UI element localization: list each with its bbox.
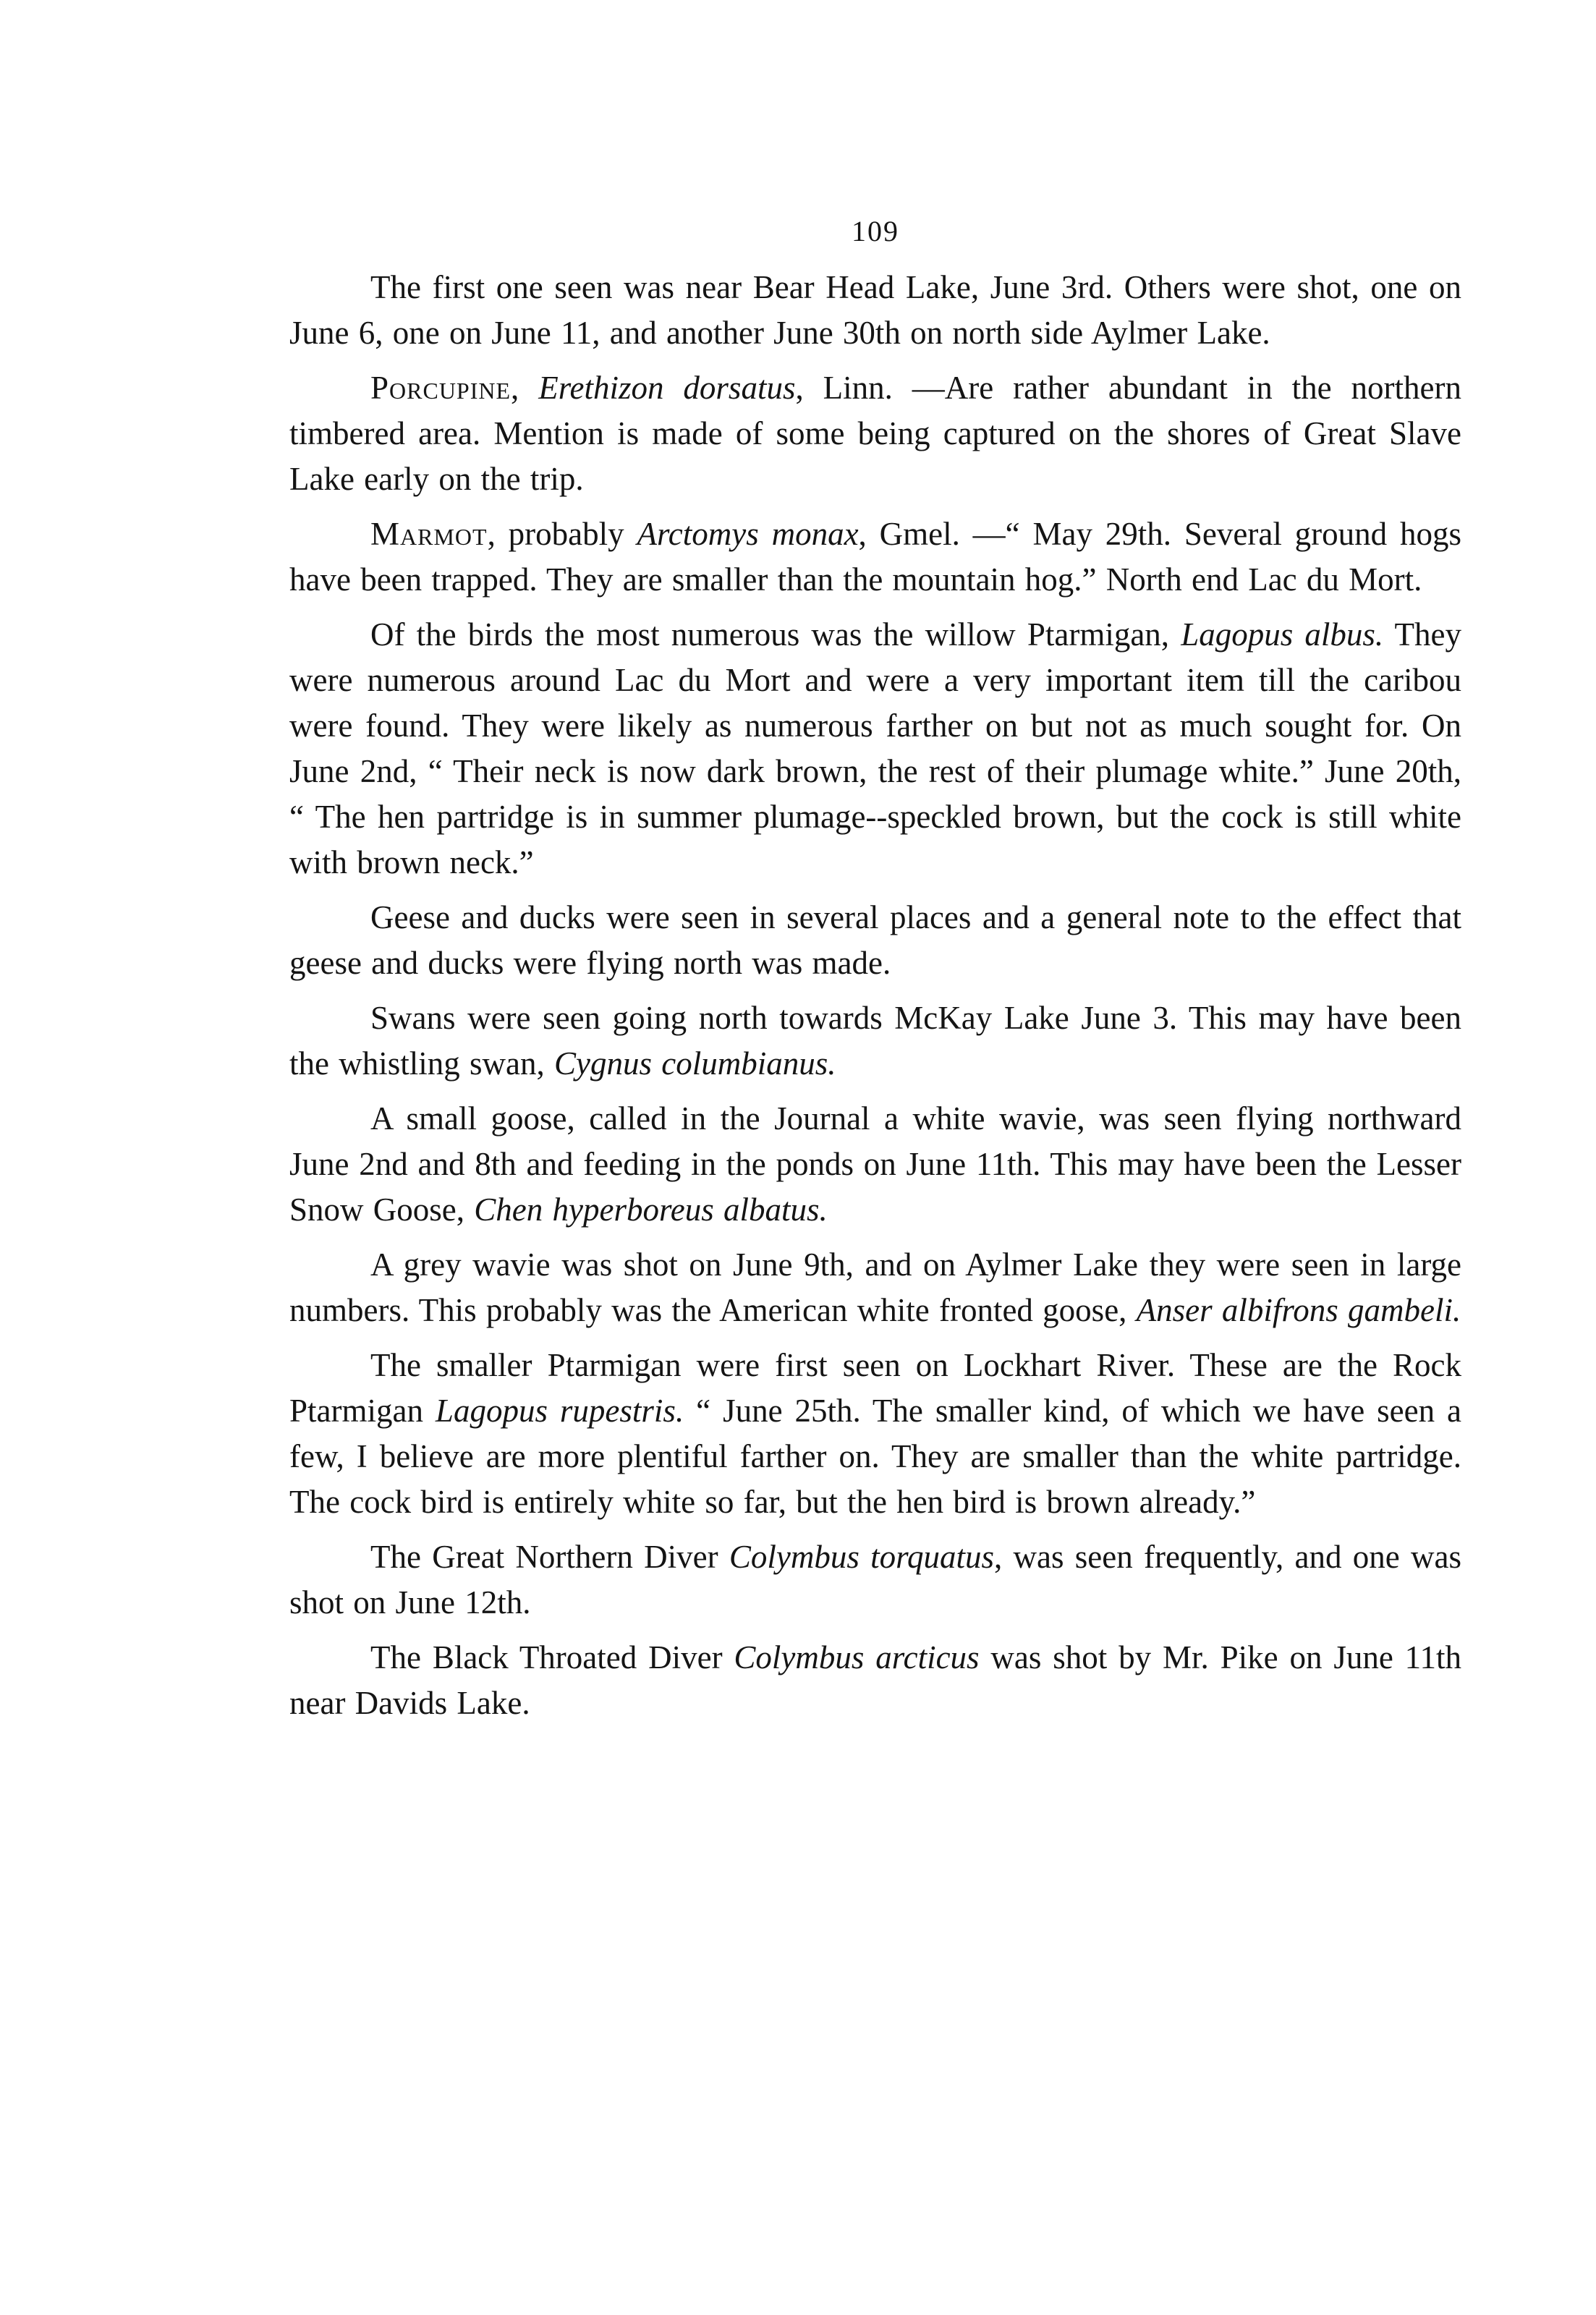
species-name: Anser albifrons gambeli. xyxy=(1136,1292,1461,1328)
text-run: , xyxy=(511,370,539,406)
species-name: Colymbus torquatus xyxy=(729,1539,995,1575)
entry-heading: Porcupine xyxy=(370,370,512,406)
paragraph xyxy=(289,365,1461,502)
text-run: , Linn. —Are rather abundant in the northern timbered area. Mention is made of some being captured on the shores of Great Slave Lake early on the trip. xyxy=(289,370,1462,497)
text-run: A grey wavie was shot on June 9th, and on Aylmer Lake they were seen in large numbers. This probably was the American white fronted goose, xyxy=(289,1246,1461,1328)
paragraph xyxy=(289,1635,1461,1726)
paragraph xyxy=(289,995,1461,1087)
species-name: Lagopus albus. xyxy=(1181,616,1384,653)
paragraph xyxy=(289,1242,1461,1333)
text-run: “ June 25th. The smaller kind, of which we have seen a few, I believe are more plentiful farther on. They are smaller than the white partridge. The cock bird is entirely white so far, but the hen bird is brown already.” xyxy=(289,1393,1461,1520)
paragraph xyxy=(289,1534,1461,1626)
paragraph xyxy=(289,612,1461,885)
text-run: Of the birds the most numerous was the willow Ptarmigan, xyxy=(370,616,1181,653)
text-run: The smaller Ptarmigan were first seen on Lockhart River. These are the Rock Ptarmigan xyxy=(289,1347,1461,1429)
paragraph xyxy=(289,895,1461,986)
text-run: The Black Throated Diver xyxy=(370,1639,734,1675)
paragraph xyxy=(289,265,1461,356)
text-run: , was seen frequently, and one was shot on June 12th. xyxy=(289,1539,1462,1620)
paragraph xyxy=(289,1096,1461,1233)
text-run: was shot by Mr. Pike on June 11th near Davids Lake. xyxy=(289,1639,1461,1721)
entry-heading: Marmot xyxy=(370,516,488,552)
text-run: , Gmel. —“ May 29th. Several ground hogs have been trapped. They are smaller than the mountain hog.” North end Lac du Mort. xyxy=(289,516,1461,598)
species-name: Colymbus arcticus xyxy=(734,1639,980,1675)
species-name: Lagopus rupestris. xyxy=(435,1393,684,1429)
document-page xyxy=(289,210,1461,1736)
species-name: Arctomys monax xyxy=(637,516,859,552)
text-run: The Great Northern Diver xyxy=(370,1539,729,1575)
text-run: A small goose, called in the Journal a white wavie, was seen flying northward June 2nd and 8th and feeding in the ponds on June 11th. This may have been the Lesser Snow Goose, xyxy=(289,1100,1461,1228)
text-run: They were numerous around Lac du Mort and were a very important item till the caribou were found. They were likely as numerous farther on but not as much sought for. On June 2nd, “ Their neck is now dark brown, the rest of their plumage white.” June 20th, “ The hen partridge is in summer plumage--speckled brown, but the cock is still white with brown neck.” xyxy=(289,616,1461,880)
text-run: , probably xyxy=(487,516,637,552)
species-name: Chen hyperboreus albatus. xyxy=(474,1192,828,1228)
text-run: Swans were seen going north towards McKay Lake June 3. This may have been the whistling swan, xyxy=(289,1000,1461,1082)
page-number: 109 xyxy=(852,215,899,247)
species-name: Cygnus columbianus. xyxy=(553,1045,836,1082)
text-run: The first one seen was near Bear Head Lake, June 3rd. Others were shot, one on June 6, one on June 11, and another June 30th on north side Aylmer Lake. xyxy=(289,269,1461,351)
body-text xyxy=(289,265,1461,1726)
text-run: Geese and ducks were seen in several places and a general note to the effect that geese and ducks were flying north was made. xyxy=(289,899,1461,981)
paragraph xyxy=(289,511,1461,603)
species-name: Erethizon dorsatus xyxy=(538,370,796,406)
paragraph xyxy=(289,1343,1461,1525)
